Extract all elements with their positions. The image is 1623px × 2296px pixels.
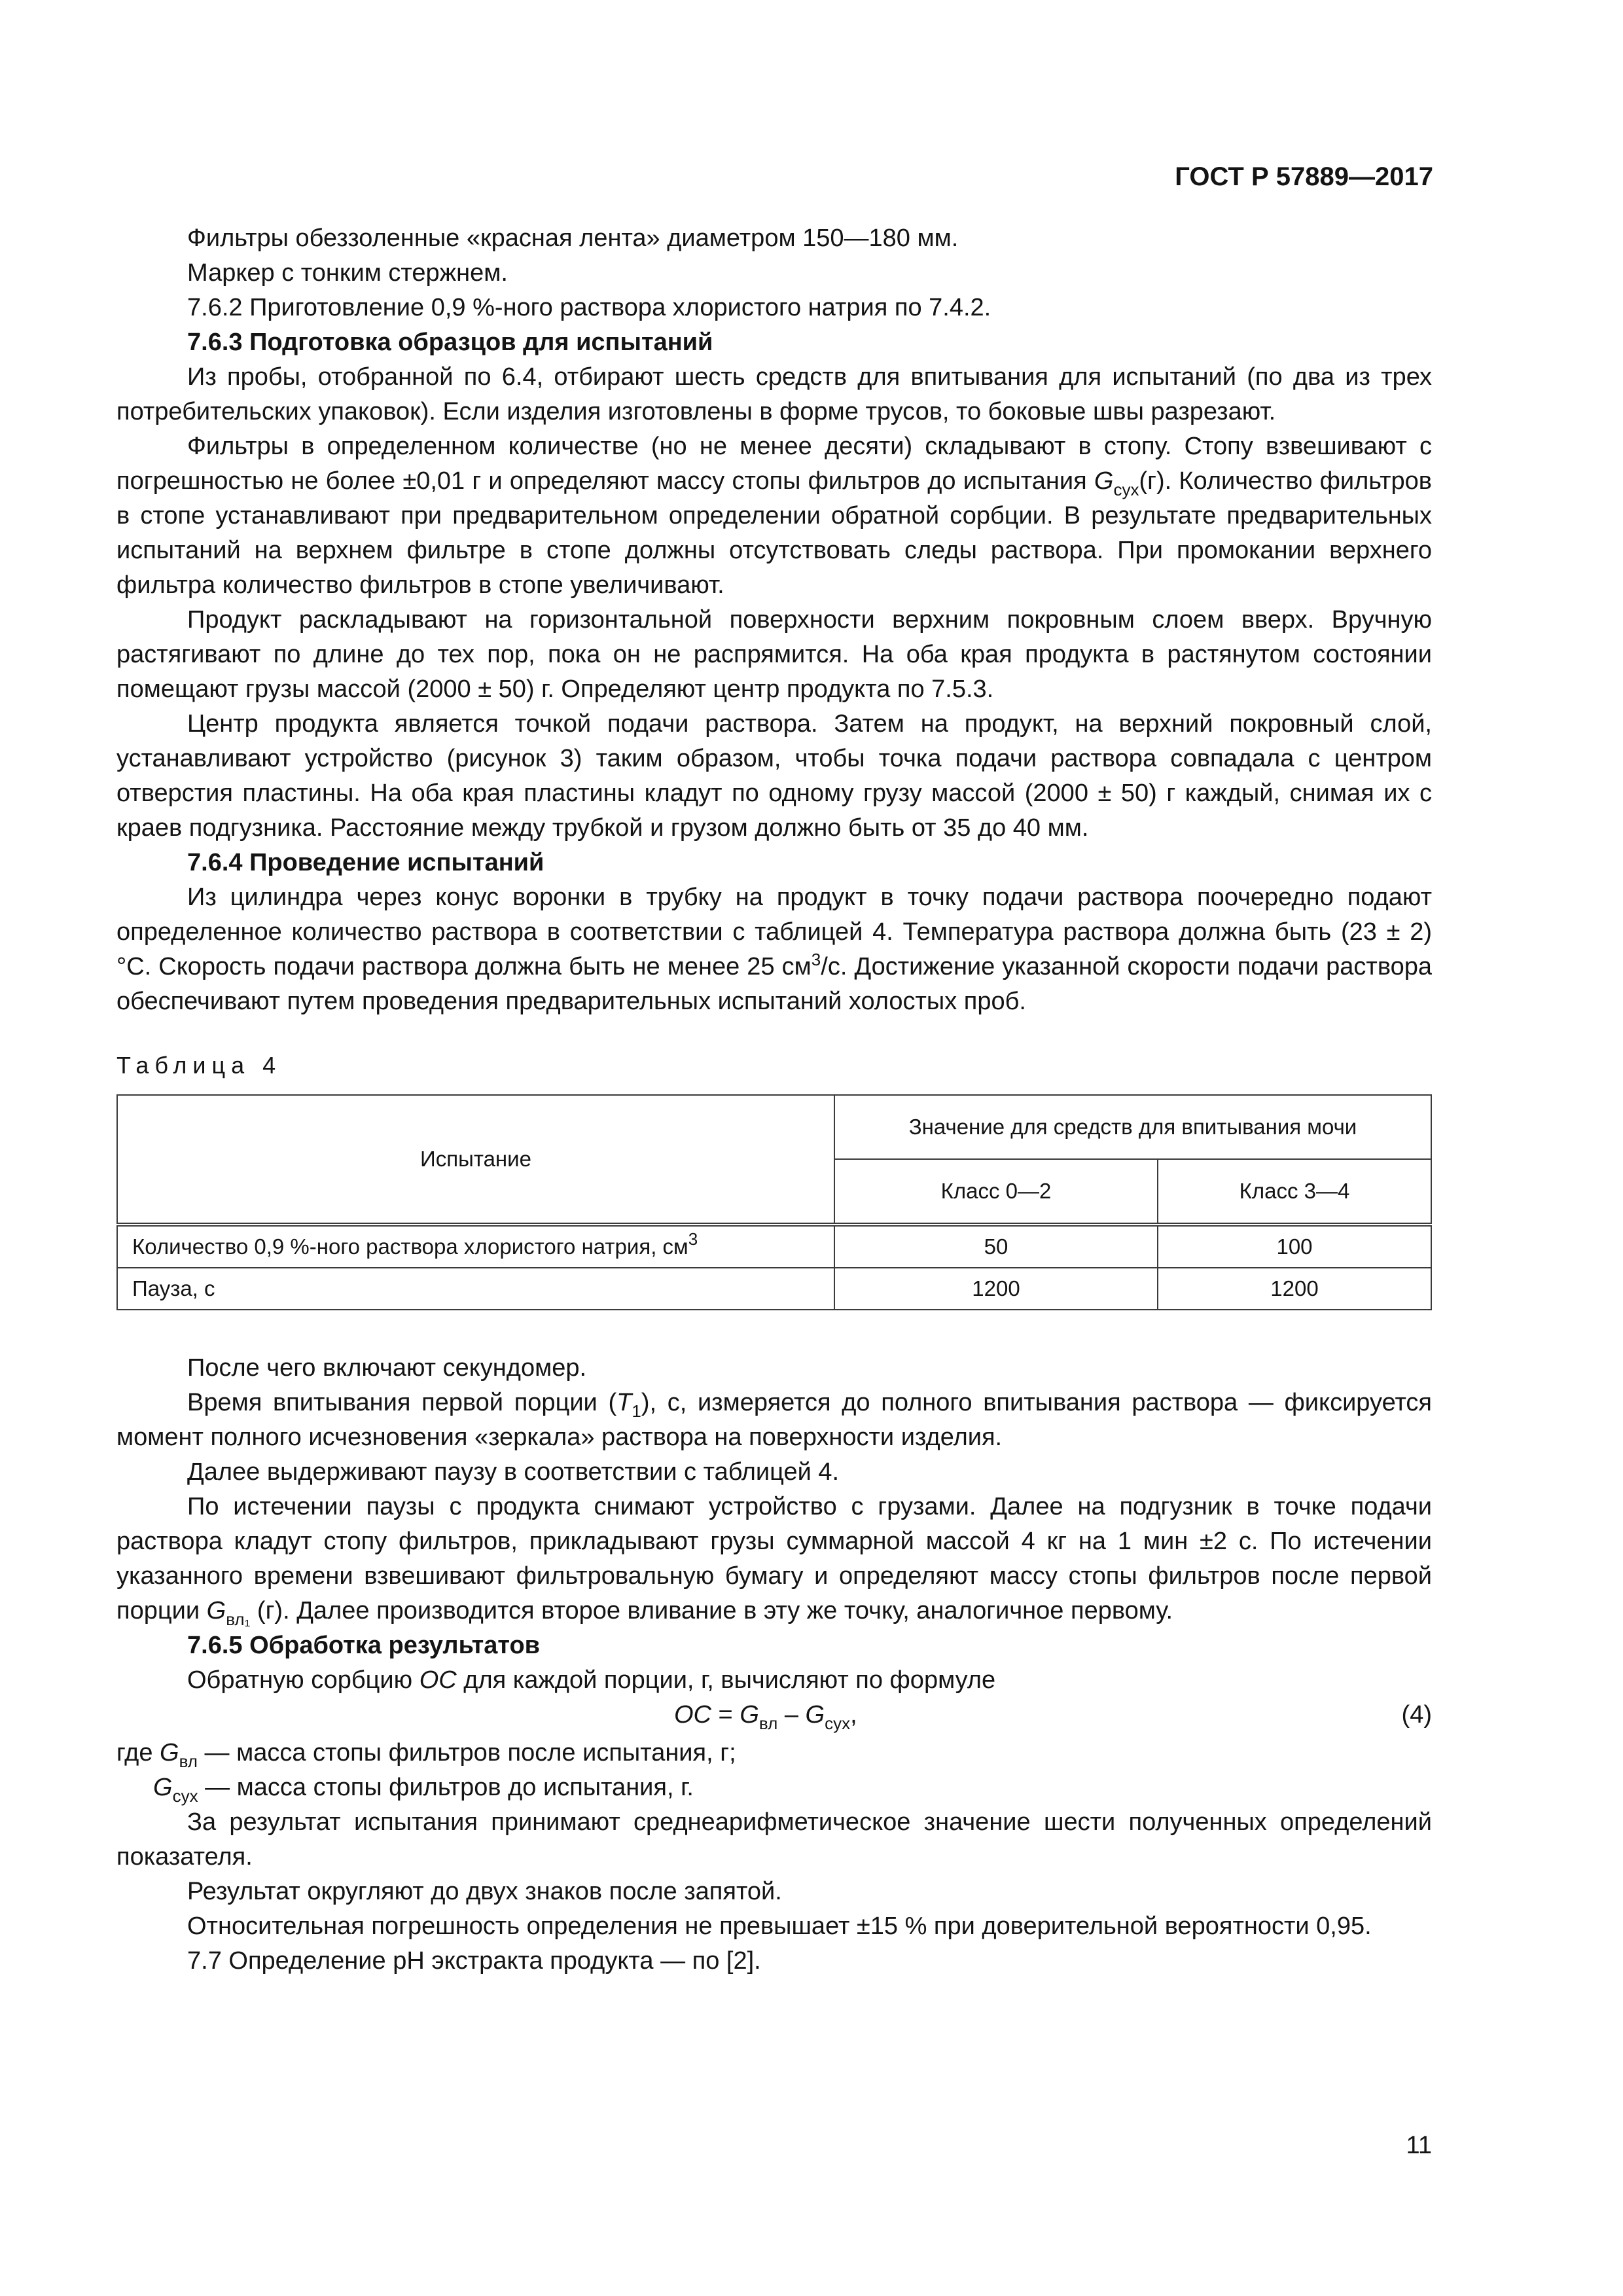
paragraph: Маркер с тонким стержнем. [187, 259, 508, 287]
paragraph: Время впитывания первой порции $(T_1)$, с, измеряется до полного впитывания раствора — фиксируется момент полного исчезновения «зеркала» раствора на поверхности изделия. [116, 1389, 1432, 1451]
table-cell: 1200 [834, 1268, 1158, 1310]
where-line: $G_{сух}$ — масса стопы фильтров до испытания, г. [153, 1774, 694, 1806]
table-4 [116, 1094, 1432, 1310]
document-body [116, 221, 1432, 1979]
paragraph: Из цилиндра через конус воронки в трубку на продукт в точку подачи раствора поочередно подают определенное количество раствора в соответствии с таблицей 4. Температура раствора должна быть (23 ± 2) °С. Скорость подачи раствора должна быть не менее 25 $см^3/с$. Достижение указанной скорости подачи раствора обеспечивают путем проведения предварительных испытаний холостых проб. [116, 884, 1432, 1015]
section-heading-7-6-4: 7.6.4 Проведение испытаний [187, 849, 544, 876]
where-line: где $G_{вл}$ — масса стопы фильтров после испытания, г; [116, 1739, 736, 1771]
section-heading-7-6-3: 7.6.3 Подготовка образцов для испытаний [187, 329, 713, 356]
paragraph: По истечении паузы с продукта снимают устройство с грузами. Далее на подгузник в точке подачи раствора кладут стопу фильтров, прикладывают грузы суммарной массой 4 кг на 1 мин ±2 с. По истечении указанного времени взвешивают фильтровальную бумагу и определяют массу стопы фильтров после первой порции $G_{вл_1}$ (г). Далее производится второе вливание в эту же точку, аналогичное первому. [116, 1493, 1432, 1629]
paragraph: После чего включают секундомер. [187, 1354, 587, 1382]
paragraph: Продукт раскладывают на горизонтальной поверхности верхним покровным слоем вверх. Вручную растягивают по длине до тех пор, пока он не распрямится. На оба края продукта в растянутом состоянии помещают грузы массой (2000 ± 50) г. Определяют центр продукта по 7.5.3. [116, 606, 1432, 703]
page-number: 11 [1406, 2132, 1432, 2159]
paragraph: Из пробы, отобранной по 6.4, отбирают шесть средств для впитывания для испытаний (по два из трех потребительских упаковок). Если изделия изготовлены в форме трусов, то боковые швы разрезают. [116, 363, 1432, 425]
table-caption: Таблица 4 [116, 1052, 282, 1079]
table-cell: 100 [1158, 1225, 1431, 1268]
paragraph: За результат испытания принимают среднеарифметическое значение шести полученных определений показателя. [116, 1808, 1432, 1871]
standard-code: ГОСТ Р 57889—2017 [1175, 162, 1433, 191]
table-header-group: Значение для средств для впитывания мочи [834, 1095, 1431, 1159]
table-cell: Количество 0,9 %-ного раствора хлористого натрия, $см^3$ [117, 1225, 834, 1268]
paragraph: Фильтры обеззоленные «красная лента» диаметром 150—180 мм. [187, 224, 959, 252]
paragraph: Обратную сорбцию ОС для каждой порции, г, вычисляют по формуле [187, 1666, 996, 1694]
table-header-class-a: Класс 0—2 [834, 1159, 1158, 1225]
formula-4 [116, 1698, 1432, 1736]
table-cell: 50 [834, 1225, 1158, 1268]
paragraph: 7.7 Определение pH экстракта продукта — по [2]. [187, 1947, 761, 1975]
paragraph: 7.6.2 Приготовление 0,9 %-ного раствора хлористого натрия по 7.4.2. [187, 294, 991, 321]
table-cell: 1200 [1158, 1268, 1431, 1310]
table-row [117, 1268, 1431, 1310]
paragraph: Относительная погрешность определения не превышает ±15 % при доверительной вероятности 0,95. [187, 1912, 1372, 1940]
table-cell: Пауза, с [117, 1268, 834, 1310]
section-heading-7-6-5: 7.6.5 Обработка результатов [187, 1632, 541, 1659]
paragraph: Центр продукта является точкой подачи раствора. Затем на продукт, на верхний покровный слой, устанавливают устройство (рисунок 3) таким образом, чтобы точка подачи раствора совпадала с центром отверстия пластины. На оба края пластины кладут по одному грузу массой (2000 ± 50) г каждый, снимая их с краев подгузника. Расстояние между трубкой и грузом должно быть от 35 до 40 мм. [116, 710, 1432, 842]
table-row [117, 1225, 1431, 1268]
formula-number: (4) [1401, 1701, 1432, 1729]
paragraph: Далее выдерживают паузу в соответствии с таблицей 4. [187, 1458, 840, 1486]
table-header-test: Испытание [117, 1095, 834, 1225]
table-header-class-b: Класс 3—4 [1158, 1159, 1431, 1225]
formula-expression: ОС = $G_{вл} - G_{сух}$, [674, 1701, 857, 1733]
paragraph: Фильтры в определенном количестве (но не менее десяти) складывают в стопу. Стопу взвешивают с погрешностью не более ±0,01 г и определяют массу стопы фильтров до испытания $G_{сух}(г)$. Количество фильтров в стопе устанавливают при предварительном определении обратной сорбции. В результате предварительных испытаний на верхнем фильтре в стопе должны отсутствовать следы раствора. При промокании верхнего фильтра количество фильтров в стопе увеличивают. [116, 433, 1432, 599]
paragraph: Результат округляют до двух знаков после запятой. [187, 1878, 782, 1905]
